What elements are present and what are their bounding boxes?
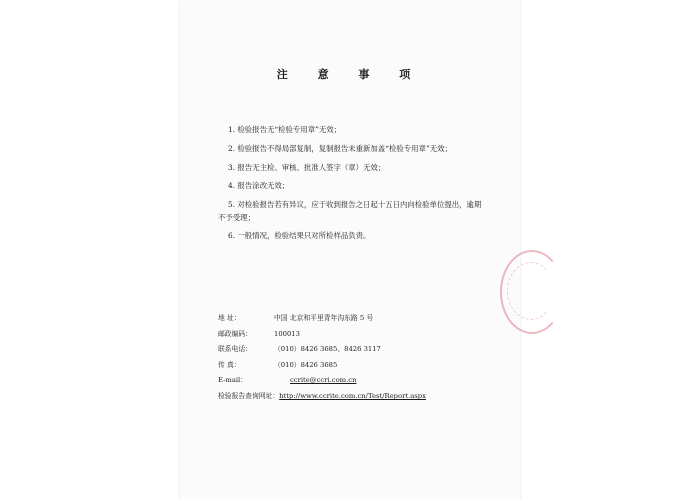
- email-row: [218, 373, 426, 389]
- query-label: 检验报告查询网址：: [218, 391, 280, 400]
- postcode-value: 100013: [274, 329, 300, 338]
- address-row: [218, 311, 426, 327]
- note-item: 2. 检验报告不得局部复制，复制报告未重新加盖“检验专用章”无效；: [228, 143, 452, 153]
- email-link[interactable]: ccrite@ccri.com.cn: [290, 376, 357, 385]
- fax-value: （010）8426 3685: [274, 360, 338, 369]
- note-item: 6. 一般情况，检验结果只对所检样品负责。: [228, 231, 371, 241]
- query-row: [218, 389, 426, 405]
- page-title: 注 意 事 项: [276, 68, 424, 81]
- fax-row: [218, 358, 426, 374]
- note-item: 5. 对检验报告若有异议，应于收到报告之日起十五日内向检验单位提出，逾期不予受理；: [218, 200, 482, 222]
- note-item: 4. 报告涂改无效；: [228, 181, 290, 191]
- contact-block: [218, 311, 426, 405]
- phone-label: 联系电话：: [218, 345, 252, 354]
- fax-label: 传 真：: [218, 360, 241, 369]
- postcode-row: [218, 327, 426, 343]
- postcode-label: 邮政编码：: [218, 329, 252, 338]
- seal-ring-icon: [507, 262, 555, 320]
- phone-row: [218, 342, 426, 358]
- address-value: 中国 北京和平里青年沟东路 5 号: [274, 314, 374, 322]
- query-url-link[interactable]: http://www.ccrite.com.cn/Test/Report.aspx: [279, 391, 426, 400]
- document-page: [180, 0, 520, 500]
- note-item: 1. 检验报告无“检验专用章”无效；: [228, 125, 342, 134]
- address-label: 地 址：: [218, 314, 241, 322]
- email-label: E-mail：: [218, 376, 248, 385]
- notes-list: [218, 124, 488, 249]
- note-item: 3. 报告无主检、审核、批准人签字（章）无效；: [228, 162, 386, 172]
- phone-value: （010）8426 3685、8426 3117: [274, 345, 381, 354]
